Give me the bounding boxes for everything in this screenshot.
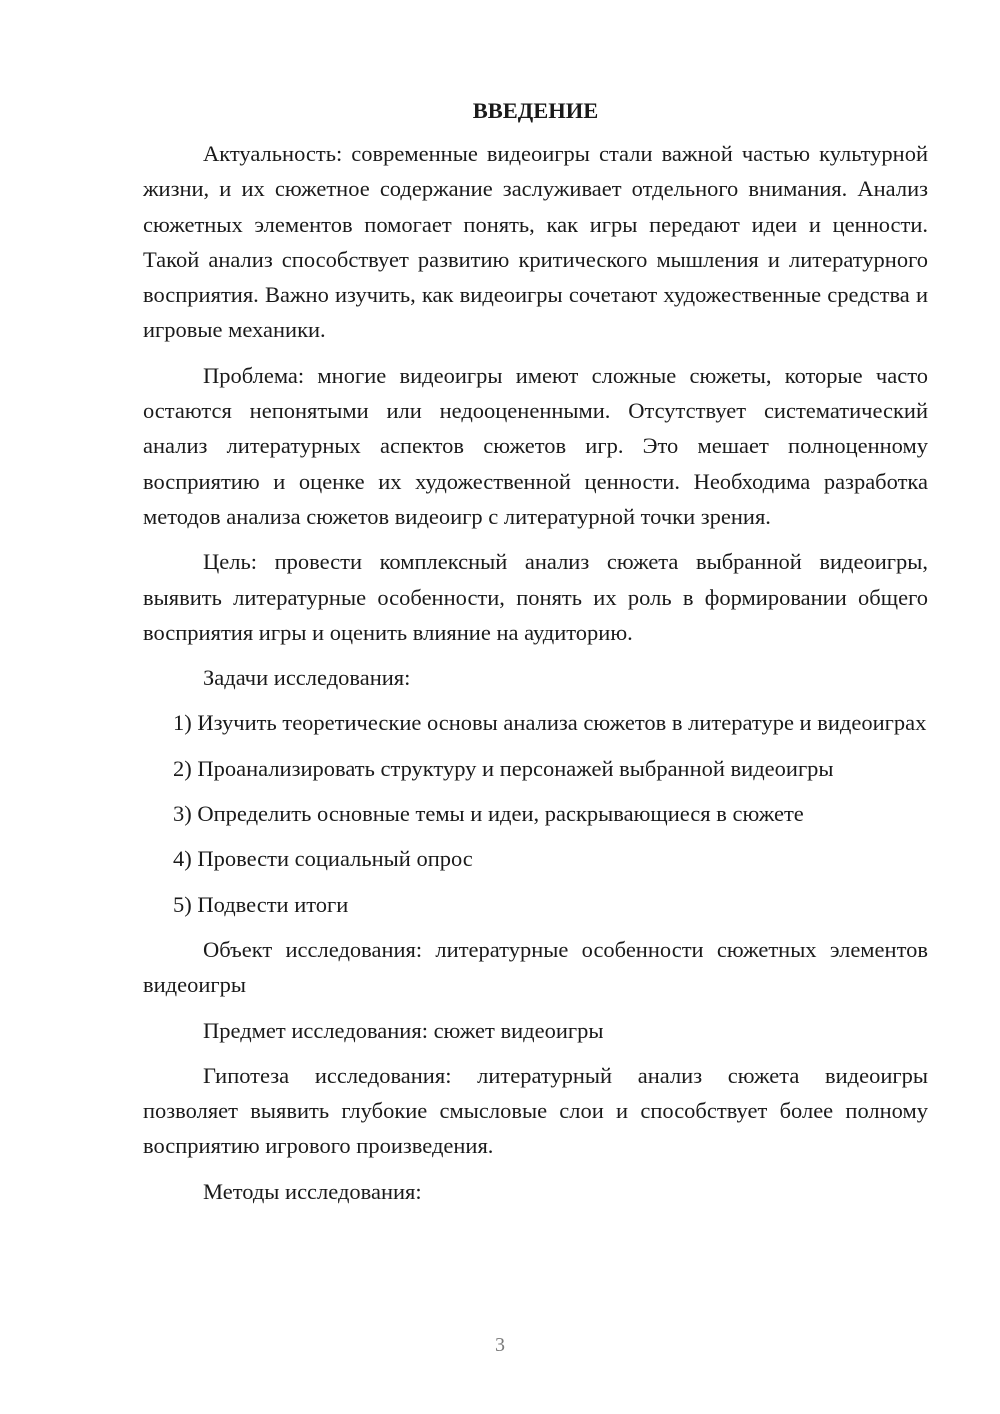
list-item-task-1: 1) Изучить теоретические основы анализа сюжетов в литературе и видеоиграх (173, 710, 927, 736)
list-item-task-4: 4) Провести социальный опрос (173, 846, 473, 872)
page-content (143, 96, 928, 1219)
section-title: ВВЕДЕНИЕ (472, 98, 599, 123)
paragraph-subject: Предмет исследования: сюжет видеоигры (203, 1017, 604, 1043)
tasks-list (143, 705, 928, 921)
paragraph-relevance: Актуальность: современные видеоигры стали важной частью культурной жизни, и их сюжетное содержание заслуживает отдельного внимания. Анализ сюжетных элементов помогает понять, как игры передают идеи и ценности. Такой анализ способствует развитию критического мышления и литературного восприятия. Важно изучить, как видеоигры сочетают художественные средства и игровые механики. (143, 141, 928, 343)
paragraph-methods-heading: Методы исследования: (203, 1178, 422, 1204)
paragraph-tasks-heading: Задачи исследования: (203, 665, 411, 691)
list-item-task-2: 2) Проанализировать структуру и персонажей выбранной видеоигры (173, 755, 834, 781)
paragraph-goal: Цель: провести комплексный анализ сюжета выбранной видеоигры, выявить литературные особенности, понять их роль в формировании общего восприятия игры и оценить влияние на аудиторию. (143, 549, 928, 645)
paragraph-problem: Проблема: многие видеоигры имеют сложные сюжеты, которые часто остаются непонятыми или недооцененными. Отсутствует систематический анализ литературных аспектов сюжетов игр. Это мешает полноценному восприятию и оценке их художественной ценности. Необходима разработка методов анализа сюжетов видеоигр с литературной точки зрения. (143, 362, 928, 529)
page-number: 3 (495, 1334, 505, 1356)
paragraph-object: Объект исследования: литературные особенности сюжетных элементов видеоигры (143, 936, 928, 998)
list-item-task-5: 5) Подвести итоги (173, 891, 349, 917)
paragraph-hypothesis: Гипотеза исследования: литературный анализ сюжета видеоигры позволяет выявить глубокие смысловые слои и способствует более полному восприятию игрового произведения. (143, 1062, 928, 1159)
list-item-task-3: 3) Определить основные темы и идеи, раскрывающиеся в сюжете (173, 801, 804, 827)
